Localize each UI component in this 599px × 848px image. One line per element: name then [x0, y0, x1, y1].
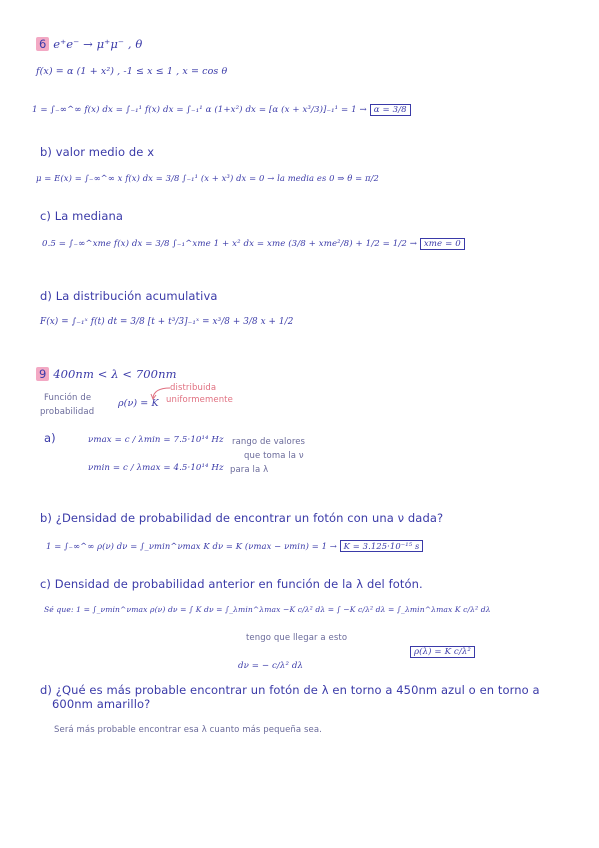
- part-c-equation: 0.5 = ∫₋∞^xme f(x) dx = 3/8 ∫₋₁^xme 1 + x² dx = xme (3/8 + xme²/8) + 1/2 = 1/2 → xme = 0: [42, 238, 465, 250]
- problem-title: e⁺e⁻ → μ⁺μ⁻ , θ: [53, 37, 143, 51]
- f-definition: f(x) = α (1 + x²) , -1 ≤ x ≤ 1 , x = cos θ: [36, 66, 228, 77]
- part-b9-label: b) ¿Densidad de probabilidad de encontrar un fotón con una ν dada?: [40, 511, 444, 525]
- nu-min: νmin = c / λmax = 4.5·10¹⁴ Hz: [88, 463, 224, 473]
- part-c-result: xme = 0: [420, 238, 465, 250]
- part-d9-answer: Será más probable encontrar esa λ cuanto más pequeña sea.: [54, 725, 322, 735]
- part-c9-equation: Sé que: 1 = ∫_νmin^νmax ρ(ν) dν = ∫ K dν = ∫_λmin^λmax −K c/λ² dλ = ∫ −K c/λ² dλ = ∫_λmin^λmax K c/λ² dλ: [44, 605, 491, 614]
- problem-number: 6: [36, 37, 49, 51]
- note-funcion: Función de: [44, 393, 92, 403]
- part-b-label: b) valor medio de x: [40, 145, 155, 159]
- nu-max: νmax = c / λmin = 7.5·10¹⁴ Hz: [88, 435, 224, 445]
- rho-definition: ρ(ν) = K: [118, 398, 159, 409]
- part-c9-result: ρ(λ) = K c/λ²: [410, 646, 475, 658]
- problem-9-heading: [36, 368, 177, 380]
- a-note-toma: que toma la ν: [244, 451, 304, 461]
- part-d-equation: F(x) = ∫₋₁ˣ f(t) dt = 3/8 [t + t³/3]₋₁ˣ = x³/8 + 3/8 x + 1/2: [40, 317, 294, 327]
- normalization-result: α = 3/8: [370, 104, 411, 116]
- part-d-label: d) La distribución acumulativa: [40, 289, 218, 303]
- part-c9-label: c) Densidad de probabilidad anterior en función de la λ del fotón.: [40, 577, 423, 591]
- part-b9-result: K = 3.125·10⁻¹⁵ s: [340, 540, 424, 552]
- normalization-text: 1 = ∫₋∞^∞ f(x) dx = ∫₋₁¹ f(x) dx = ∫₋₁¹ α (1+x²) dx = [α (x + x³/3)]₋₁¹ = 1 →: [32, 105, 367, 115]
- part-a-label: a): [44, 431, 56, 445]
- annotation-distribuida: distribuida: [170, 383, 217, 393]
- part-b9-text: 1 = ∫₋∞^∞ ρ(ν) dν = ∫_νmin^νmax K dν = K (νmax − νmin) = 1 →: [46, 541, 337, 551]
- a-note-para: para la λ: [230, 465, 269, 475]
- problem-range: 400nm < λ < 700nm: [53, 367, 177, 381]
- part-c-label: c) La mediana: [40, 209, 124, 223]
- part-b-equation: μ = E(x) = ∫₋∞^∞ x f(x) dx = 3/8 ∫₋₁¹ (x + x³) dx = 0 → la media es 0 ⇒ θ = π/2: [36, 173, 379, 183]
- part-c-text: 0.5 = ∫₋∞^xme f(x) dx = 3/8 ∫₋₁^xme 1 + x² dx = xme (3/8 + xme²/8) + 1/2 = 1/2: [42, 239, 407, 249]
- part-d9-label-2: 600nm amarillo?: [52, 697, 151, 711]
- normalization-equation: [32, 104, 411, 116]
- part-c9-dnu: dν = − c/λ² dλ: [238, 661, 304, 671]
- annotation-uniformemente: uniformemente: [166, 395, 233, 405]
- annotation-arrow-icon: [150, 384, 172, 400]
- part-d9-label-1: d) ¿Qué es más probable encontrar un fotón de λ en torno a 450nm azul o en torno a: [40, 683, 540, 697]
- problem-number: 9: [36, 367, 49, 381]
- a-note-rango: rango de valores: [232, 437, 306, 447]
- part-c9-note: tengo que llegar a esto: [246, 633, 348, 643]
- part-b9-equation: [46, 540, 423, 552]
- note-probabilidad: probabilidad: [40, 407, 95, 417]
- problem-6-heading: [36, 38, 142, 50]
